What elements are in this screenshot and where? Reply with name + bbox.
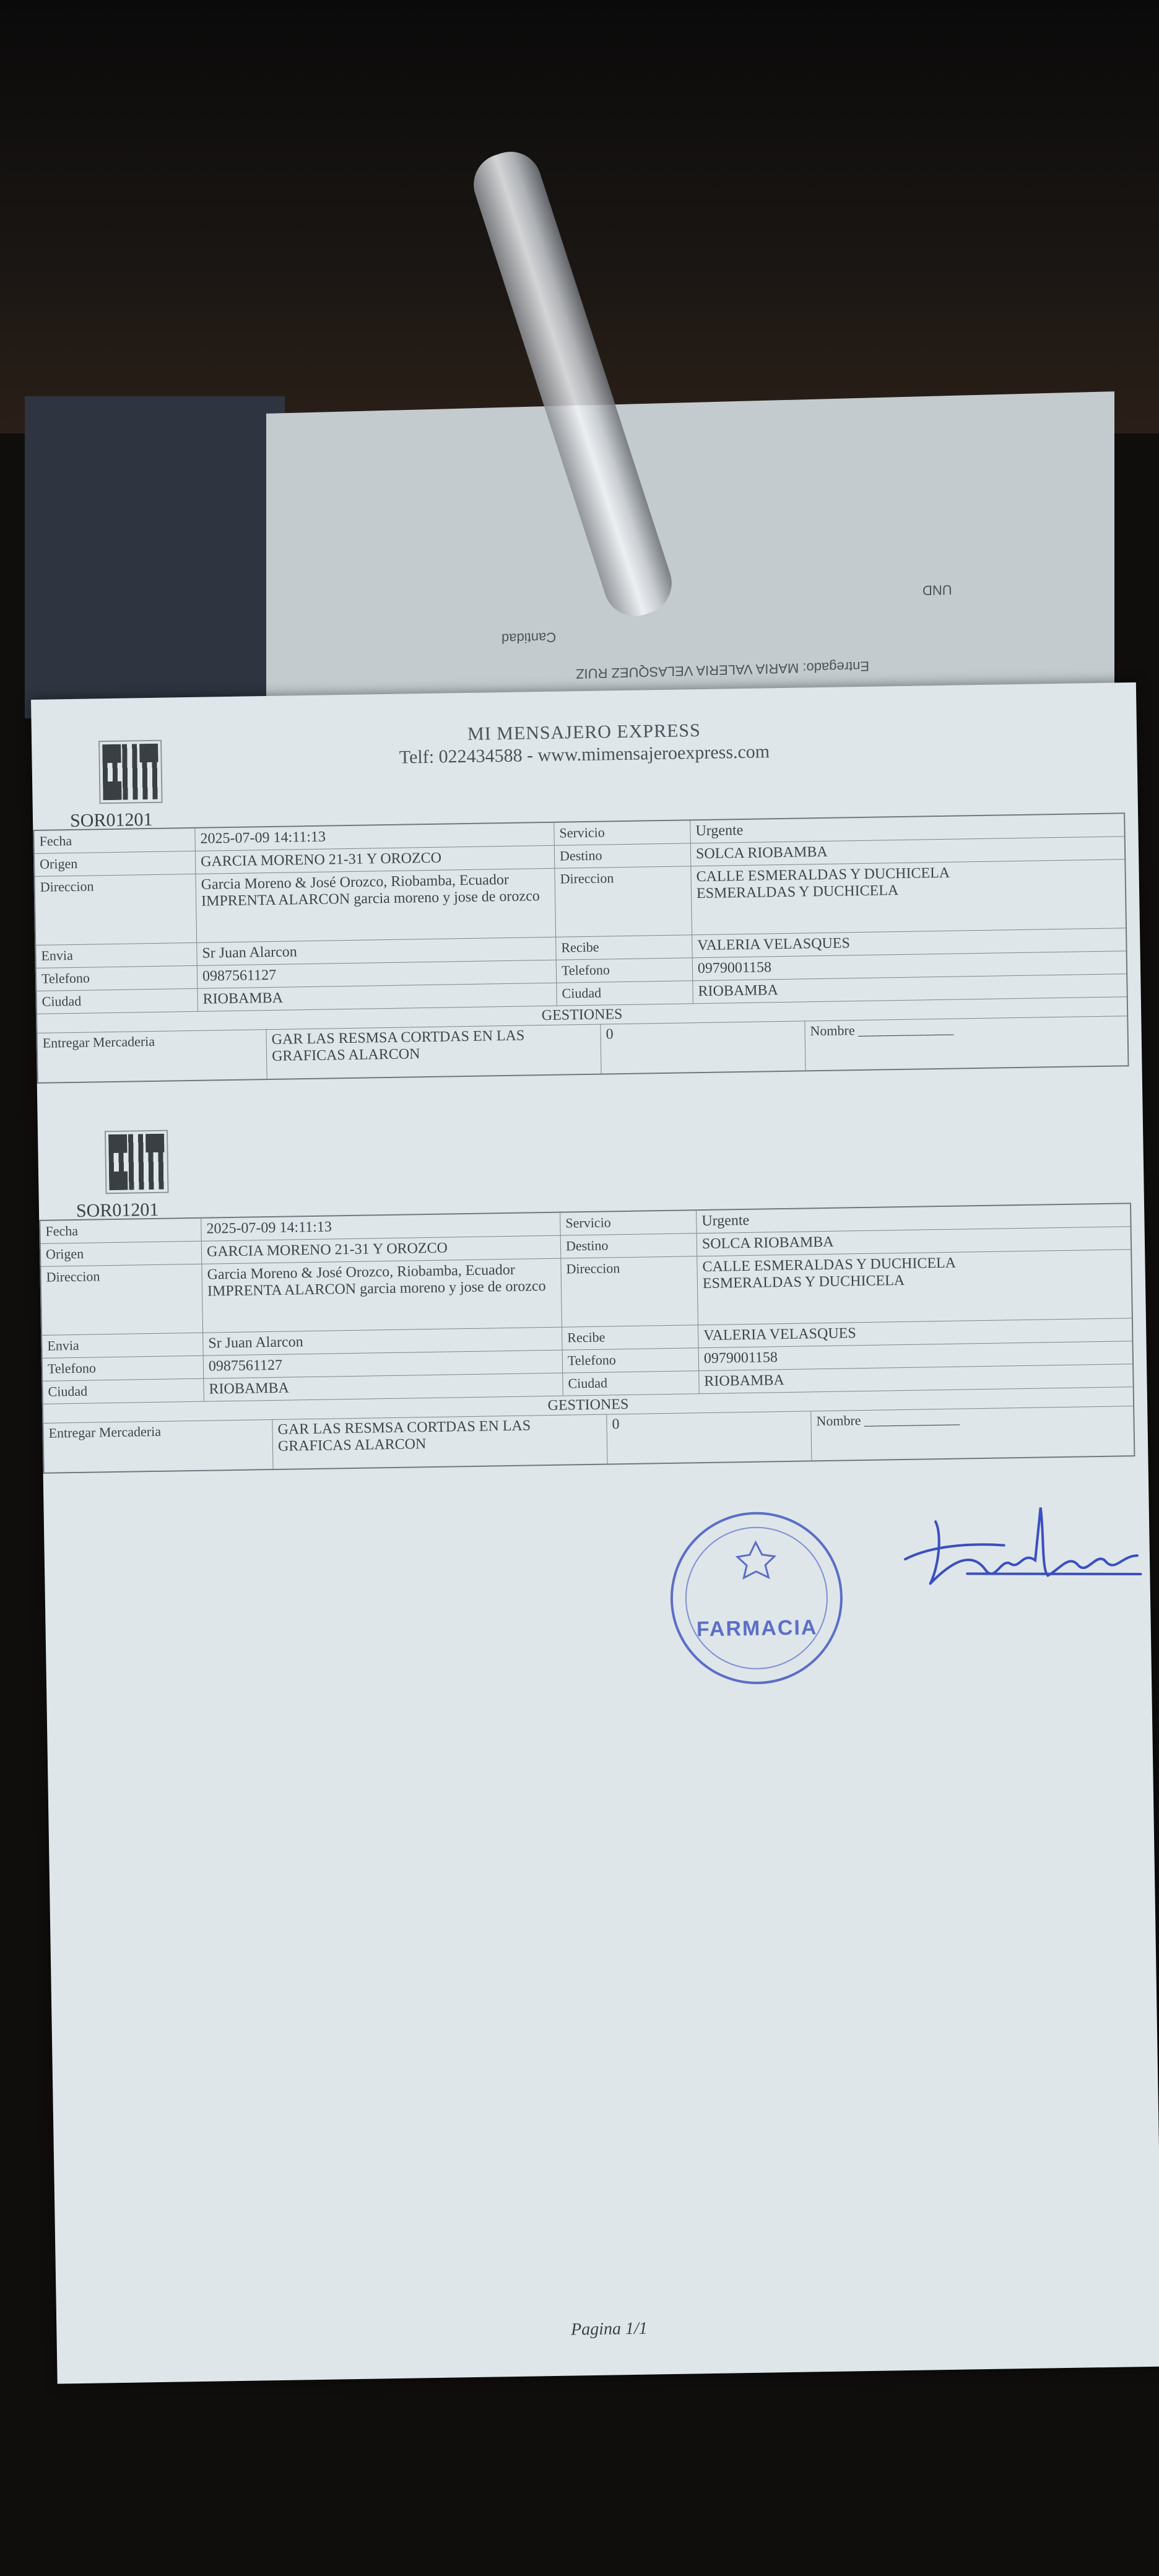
ghost-line-2: Entregado: MARIA VALERIA VELASQUEZ RUIZ xyxy=(576,658,869,682)
label-direccion: Direccion xyxy=(41,1264,203,1335)
value-fecha: 2025-07-09 14:11:13 xyxy=(195,823,554,851)
label-entregar: Entregar Mercaderia xyxy=(37,1029,267,1082)
value-origen: GARCIA MORENO 21-31 Y OROZCO xyxy=(202,1236,561,1264)
label-origen: Origen xyxy=(35,851,196,876)
direccion-origen-line-1: Garcia Moreno & José Orozco, Riobamba, Ecuador xyxy=(201,871,510,893)
label-direccion: Direccion xyxy=(35,874,197,945)
label-fecha: Fecha xyxy=(34,829,196,853)
direccion-destino-line-1: CALLE ESMERALDAS Y DUCHICELA xyxy=(696,864,950,886)
label-nombre: Nombre ______________ xyxy=(810,1020,954,1039)
guide-code-2: SOR01201 xyxy=(76,1199,159,1221)
ghost-line-3: Cantidad xyxy=(501,629,557,646)
value-servicio: Urgente xyxy=(701,1212,750,1230)
guide-form-1 xyxy=(33,812,1129,1084)
value-ciudad-destino: RIOBAMBA xyxy=(698,982,779,1000)
direccion-destino-line-1: CALLE ESMERALDAS Y DUCHICELA xyxy=(702,1255,957,1276)
label-destino: Destino xyxy=(561,1234,698,1258)
gestiones-header: GESTIONES xyxy=(43,1387,1133,1424)
value-gestion-desc: GAR LAS RESMSA CORTDAS EN LAS GRAFICAS ALARCON xyxy=(272,1414,607,1469)
label-nombre: Nombre ______________ xyxy=(816,1411,960,1429)
label-recibe: Recibe xyxy=(556,935,693,959)
company-contact: Telf: 022434588 - www.mimensajeroexpress.com xyxy=(399,741,770,768)
direccion-origen-line-2: IMPRENTA ALARCON garcia moreno y jose de orozco xyxy=(201,888,540,910)
label-fecha: Fecha xyxy=(40,1219,202,1243)
direccion-origen-line-2: IMPRENTA ALARCON garcia moreno y jose de orozco xyxy=(207,1278,546,1300)
company-name: MI MENSAJERO EXPRESS xyxy=(467,720,701,744)
page-number: Pagina 1/1 xyxy=(570,2318,648,2339)
label-telefono-destino: Telefono xyxy=(557,958,693,982)
qr-code-1 xyxy=(100,741,162,803)
nombre-text: Nombre xyxy=(810,1022,855,1039)
value-direccion-destino xyxy=(691,859,1126,934)
value-ciudad-destino: RIOBAMBA xyxy=(704,1372,784,1390)
label-ciudad-destino: Ciudad xyxy=(563,1371,700,1395)
label-envia: Envia xyxy=(36,943,198,968)
label-origen: Origen xyxy=(41,1242,202,1266)
value-telefono: 0987561127 xyxy=(198,960,557,988)
stamp-emblem-icon xyxy=(731,1539,781,1583)
handwritten-signature xyxy=(892,1481,1153,1609)
value-ciudad: RIOBAMBA xyxy=(204,1373,563,1401)
guide-code-1: SOR01201 xyxy=(69,809,153,832)
label-servicio: Servicio xyxy=(560,1211,697,1235)
underlying-inverted-sheet xyxy=(266,391,1114,736)
direccion-destino-line-2: ESMERALDAS Y DUCHICELA xyxy=(696,882,899,902)
label-telefono: Telefono xyxy=(43,1356,204,1381)
label-ciudad-destino: Ciudad xyxy=(557,981,693,1005)
value-destino: SOLCA RIOBAMBA xyxy=(701,1234,834,1253)
label-telefono: Telefono xyxy=(37,966,198,991)
label-ciudad: Ciudad xyxy=(43,1379,204,1404)
value-direccion-destino xyxy=(697,1250,1132,1325)
label-recibe: Recibe xyxy=(562,1325,699,1349)
value-gestion-qty: 0 xyxy=(601,1020,805,1073)
label-servicio: Servicio xyxy=(554,820,691,845)
direccion-destino-line-2: ESMERALDAS Y DUCHICELA xyxy=(702,1272,905,1292)
value-direccion-origen xyxy=(196,869,556,942)
qr-code-2 xyxy=(106,1131,168,1193)
value-telefono: 0987561127 xyxy=(204,1351,563,1378)
label-destino: Destino xyxy=(555,843,692,868)
direccion-origen-line-1: Garcia Moreno & José Orozco, Riobamba, Ecuador xyxy=(207,1261,515,1283)
value-recibe: VALERIA VELASQUES xyxy=(697,935,851,954)
stamp-word: FARMACIA xyxy=(696,1616,818,1642)
gestiones-header: GESTIONES xyxy=(37,997,1127,1033)
value-envia: Sr Juan Alarcon xyxy=(203,1328,562,1355)
delivery-guide-sheet xyxy=(31,682,1159,2384)
label-envia: Envia xyxy=(42,1333,204,1358)
guide-form-2 xyxy=(39,1203,1135,1474)
nombre-text: Nombre xyxy=(816,1412,861,1429)
value-telefono-destino: 0979001158 xyxy=(703,1349,778,1367)
value-destino: SOLCA RIOBAMBA xyxy=(695,843,828,863)
value-ciudad: RIOBAMBA xyxy=(198,983,557,1011)
label-ciudad: Ciudad xyxy=(37,989,198,1014)
pharmacy-stamp xyxy=(669,1511,844,1686)
value-telefono-destino: 0979001158 xyxy=(697,959,772,977)
label-direccion-destino: Direccion xyxy=(561,1256,698,1326)
value-servicio: Urgente xyxy=(695,822,744,840)
label-entregar: Entregar Mercaderia xyxy=(43,1419,273,1473)
value-gestion-desc: GAR LAS RESMSA CORTDAS EN LAS GRAFICAS ALARCON xyxy=(266,1024,601,1079)
value-gestion-qty: 0 xyxy=(607,1411,812,1463)
value-envia: Sr Juan Alarcon xyxy=(197,938,556,965)
value-origen: GARCIA MORENO 21-31 Y OROZCO xyxy=(196,846,555,874)
label-telefono-destino: Telefono xyxy=(563,1348,700,1372)
value-direccion-origen xyxy=(202,1259,562,1333)
ghost-line-4: UND xyxy=(922,581,952,599)
label-direccion-destino: Direccion xyxy=(555,866,692,936)
value-fecha: 2025-07-09 14:11:13 xyxy=(201,1213,560,1241)
value-recibe: VALERIA VELASQUES xyxy=(703,1325,856,1344)
background-surface xyxy=(25,396,285,718)
